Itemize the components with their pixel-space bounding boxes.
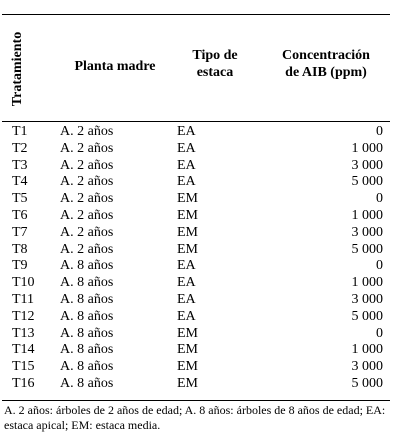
cell-tipo-estaca: EM xyxy=(177,325,198,341)
cell-planta-madre: A. 2 años xyxy=(60,157,114,173)
cell-planta-madre: A. 2 años xyxy=(60,174,114,190)
header-rule xyxy=(2,121,390,122)
header-planta-madre xyxy=(60,58,170,75)
table-body xyxy=(0,124,403,393)
table-row xyxy=(0,292,403,309)
cell-planta-madre: A. 2 años xyxy=(60,140,114,156)
cell-tipo-estaca: EM xyxy=(177,375,198,391)
cell-concentracion: 5 000 xyxy=(351,174,383,190)
cell-concentracion: 0 xyxy=(376,191,383,207)
cell-tratamiento: T9 xyxy=(12,258,28,274)
cell-tipo-estaca: EA xyxy=(177,258,196,274)
table-footnote: A. 2 años: árboles de 2 años de edad; A. 8 años: árboles de 8 años de edad; EA: estaca apical; EM: estaca media. xyxy=(4,403,386,432)
cell-concentracion: 5 000 xyxy=(351,241,383,257)
table-row xyxy=(0,174,403,191)
table-row xyxy=(0,242,403,259)
cell-tipo-estaca: EA xyxy=(177,291,196,307)
cell-planta-madre: A. 2 años xyxy=(60,241,114,257)
cell-tratamiento: T7 xyxy=(12,224,28,240)
table-row xyxy=(0,191,403,208)
table-row xyxy=(0,376,403,393)
cell-concentracion: 0 xyxy=(376,124,383,139)
cell-tratamiento: T4 xyxy=(12,174,28,190)
table-row xyxy=(0,359,403,376)
table-row xyxy=(0,342,403,359)
table-row xyxy=(0,208,403,225)
cell-tratamiento: T14 xyxy=(12,342,35,358)
cell-concentracion: 0 xyxy=(376,258,383,274)
cell-tratamiento: T1 xyxy=(12,124,28,139)
cell-tipo-estaca: EA xyxy=(177,308,196,324)
cell-tipo-estaca: EA xyxy=(177,174,196,190)
cell-tratamiento: T13 xyxy=(12,325,35,341)
cell-planta-madre: A. 8 años xyxy=(60,291,114,307)
cell-planta-madre: A. 8 años xyxy=(60,342,114,358)
header-tipo-line2: estaca xyxy=(196,65,234,80)
cell-planta-madre: A. 8 años xyxy=(60,325,114,341)
header-conc-line1: Concentración xyxy=(282,48,370,63)
cell-concentracion: 5 000 xyxy=(351,375,383,391)
table-row xyxy=(0,258,403,275)
cell-tipo-estaca: EM xyxy=(177,241,198,257)
cell-concentracion: 3 000 xyxy=(351,291,383,307)
cell-tratamiento: T15 xyxy=(12,359,35,375)
bottom-rule xyxy=(2,400,390,401)
cell-tipo-estaca: EM xyxy=(177,207,198,223)
cell-planta-madre: A. 2 años xyxy=(60,207,114,223)
cell-planta-madre: A. 8 años xyxy=(60,308,114,324)
cell-concentracion: 1 000 xyxy=(351,342,383,358)
cell-planta-madre: A. 8 años xyxy=(60,275,114,291)
header-conc-line2: de AIB (ppm) xyxy=(285,65,367,80)
cell-concentracion: 1 000 xyxy=(351,140,383,156)
top-rule xyxy=(2,14,390,15)
cell-concentracion: 3 000 xyxy=(351,157,383,173)
header-concentracion xyxy=(262,47,390,81)
cell-concentracion: 3 000 xyxy=(351,359,383,375)
table-row xyxy=(0,275,403,292)
cell-tratamiento: T8 xyxy=(12,241,28,257)
cell-tratamiento: T2 xyxy=(12,140,28,156)
cell-tratamiento: T5 xyxy=(12,191,28,207)
cell-planta-madre: A. 8 años xyxy=(60,258,114,274)
cell-tipo-estaca: EA xyxy=(177,124,196,139)
table-row xyxy=(0,326,403,343)
cell-concentracion: 0 xyxy=(376,325,383,341)
cell-tipo-estaca: EM xyxy=(177,191,198,207)
cell-planta-madre: A. 8 años xyxy=(60,359,114,375)
table-row xyxy=(0,225,403,242)
cell-tipo-estaca: EA xyxy=(177,275,196,291)
cell-tratamiento: T3 xyxy=(12,157,28,173)
cell-planta-madre: A. 2 años xyxy=(60,124,114,139)
header-tipo-line1: Tipo de xyxy=(192,48,238,63)
cell-tratamiento: T11 xyxy=(12,291,35,307)
cell-concentracion: 3 000 xyxy=(351,224,383,240)
table-row xyxy=(0,158,403,175)
header-planta-madre-text: Planta madre xyxy=(74,59,156,74)
cell-tratamiento: T12 xyxy=(12,308,35,324)
table-row xyxy=(0,124,403,141)
cell-tratamiento: T10 xyxy=(12,275,35,291)
cell-planta-madre: A. 2 años xyxy=(60,191,114,207)
cell-concentracion: 1 000 xyxy=(351,275,383,291)
cell-tipo-estaca: EM xyxy=(177,342,198,358)
table-row xyxy=(0,309,403,326)
cell-tratamiento: T16 xyxy=(12,375,35,391)
table-row xyxy=(0,141,403,158)
cell-tipo-estaca: EM xyxy=(177,224,198,240)
cell-planta-madre: A. 8 años xyxy=(60,375,114,391)
cell-concentracion: 1 000 xyxy=(351,207,383,223)
cell-planta-madre: A. 2 años xyxy=(60,224,114,240)
header-tipo-estaca xyxy=(175,47,255,81)
cell-concentracion: 5 000 xyxy=(351,308,383,324)
cell-tratamiento: T6 xyxy=(12,207,28,223)
cell-tipo-estaca: EA xyxy=(177,140,196,156)
cell-tipo-estaca: EM xyxy=(177,359,198,375)
cell-tipo-estaca: EA xyxy=(177,157,196,173)
header-tratamiento: Tratamiento xyxy=(10,31,25,107)
